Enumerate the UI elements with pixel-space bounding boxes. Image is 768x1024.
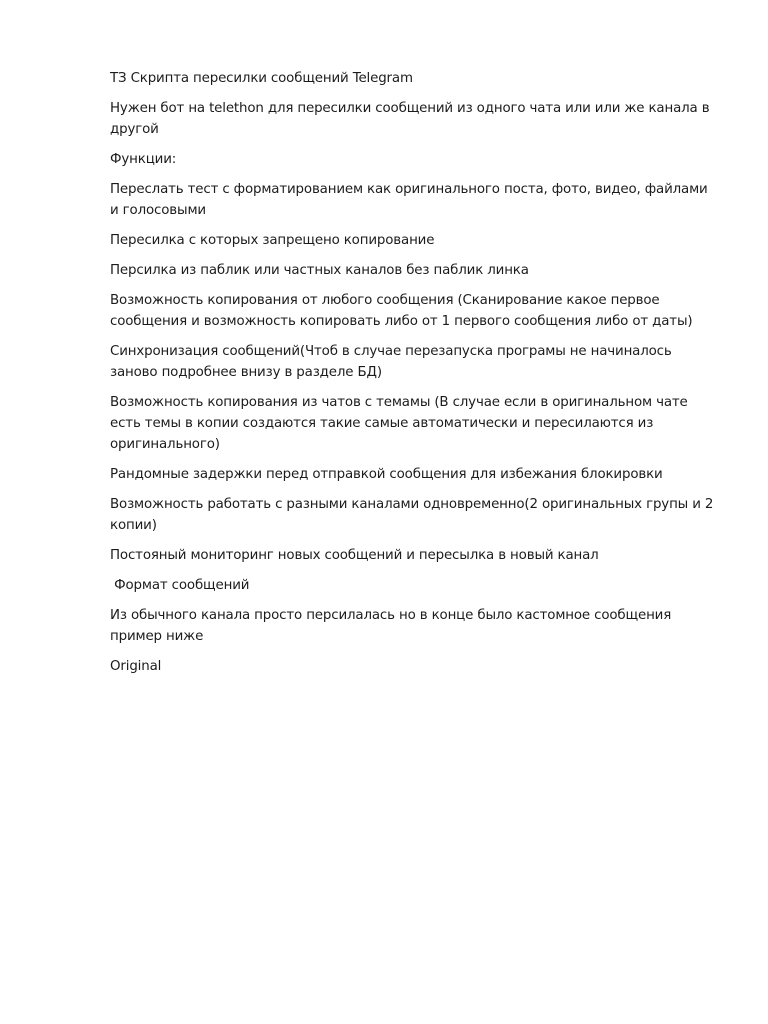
paragraph-forward-formatting: Переслать тест с форматированием как оригинального поста, фото, видео, файлами и голосовыми [110, 182, 712, 218]
paragraph-monitoring: Постояный мониторинг новых сообщений и пересылка в новый канал [110, 548, 599, 563]
document-body [110, 68, 718, 686]
paragraph-topics: Возможность копирования из чатов с темамы (В случае если в оригинальном чате есть темы в копии создаются такие самые автоматически и пересилаются из оригинального) [110, 395, 692, 452]
paragraph-multiple-channels: Возможность работать с разными каналами одновременно(2 оригинальных групы и 2 копии) [110, 497, 718, 533]
paragraph-restricted-copy: Пересилка с которых запрещено копирование [110, 233, 435, 248]
paragraph-functions-heading: Функции: [110, 152, 177, 167]
paragraph-random-delays: Рандомные задержки перед отправкой сообщения для избежания блокировки [110, 467, 663, 482]
paragraph-private-channels: Персилка из паблик или частных каналов без паблик линка [110, 263, 529, 278]
paragraph-intro: Нужен бот на telethon для пересилки сообщений из одного чата или или же канала в другой [110, 101, 714, 137]
paragraph-custom-message: Из обычного канала просто персилалась но в конце было кастомное сообщения пример ниже [110, 608, 676, 644]
document-title: ТЗ Скрипта пересилки сообщений Telegram [110, 71, 413, 86]
paragraph-format-heading: Формат сообщений [110, 578, 250, 593]
paragraph-copy-from-any-message: Возможность копирования от любого сообщения (Сканирование какое первое сообщения и возможность копировать либо от 1 первого сообщения либо от даты) [110, 293, 693, 329]
paragraph-sync: Синхронизация сообщений(Чтоб в случае перезапуска програмы не начиналось заново подробнее внизу в разделе БД) [110, 344, 676, 380]
paragraph-original-label: Original [110, 659, 162, 674]
